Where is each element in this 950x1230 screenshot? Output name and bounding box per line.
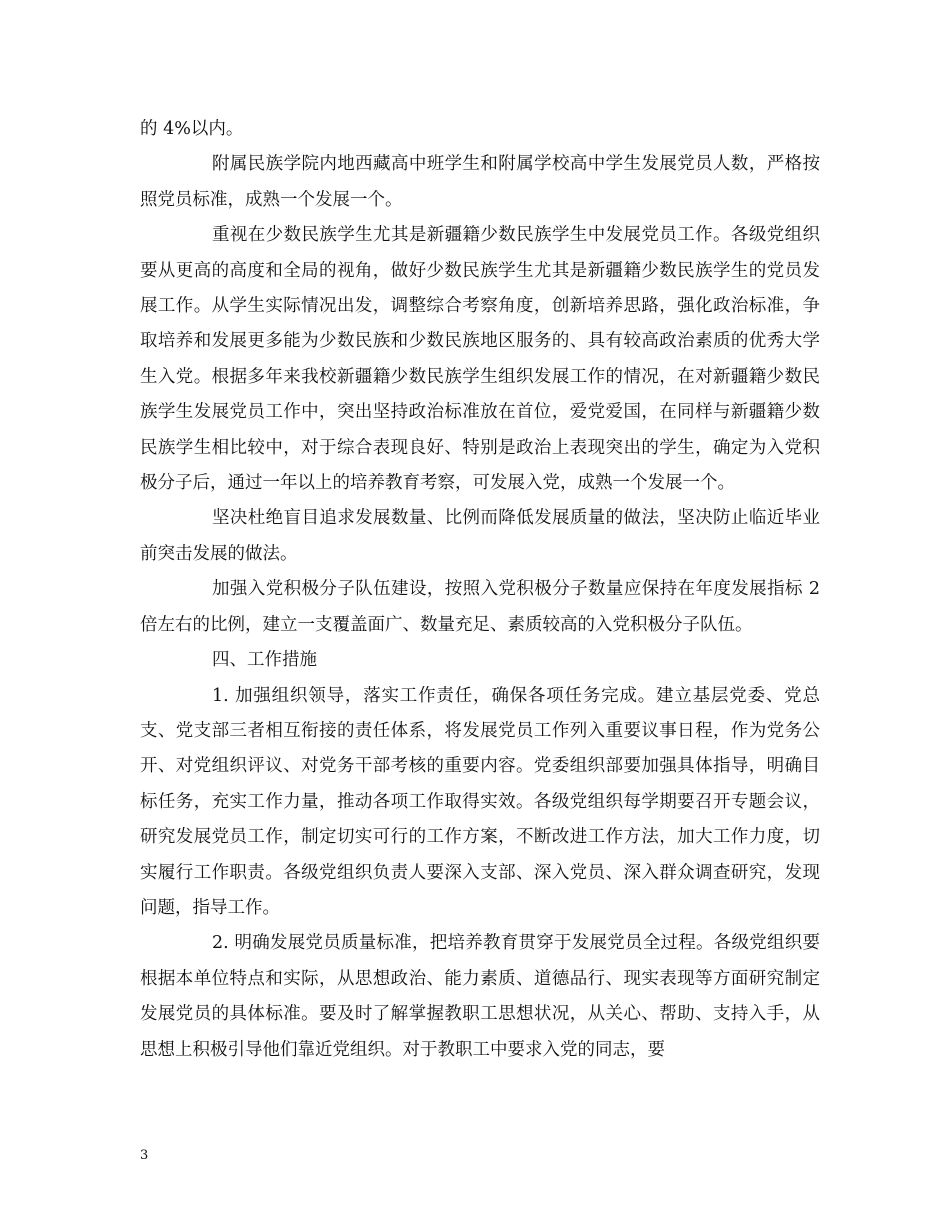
paragraph-continuation: 的 4%以内。 [140,119,244,139]
page-number: 3 [140,1148,149,1163]
document-body [140,112,820,1068]
paragraph-activist-team: 加强入党积极分子队伍建设，按照入党积极分子数量应保持在年度发展指标 2 倍左右的比例，建立一支覆盖面广、数量充足、素质较高的入党积极分子队伍。 [140,579,820,635]
paragraph-measure-1: 1. 加强组织领导，落实工作责任，确保各项任务完成。建立基层党委、党总支、党支部三者相互衔接的责任体系，将发展党员工作列入重要议事日程，作为党务公开、对党组织评议、对党务干部考核的重要内容。党委组织部要加强具体指导，明确目标任务，充实工作力量，推动各项工作取得实效。各级党组织每学期要召开专题会议，研究发展党员工作，制定切实可行的工作方案，不断改进工作方法，加大工作力度，切实履行工作职责。各级党组织负责人要深入支部、深入党员、深入群众调查研究，发现问题，指导工作。 [140,685,820,918]
paragraph-quality-control: 坚决杜绝盲目追求发展数量、比例而降低发展质量的做法，坚决防止临近毕业前突击发展的做法。 [140,508,820,564]
paragraph-student-quota: 附属民族学院内地西藏高中班学生和附属学校高中学生发展党员人数，严格按照党员标准，成熟一个发展一个。 [140,154,820,210]
section-heading-work-measures: 四、工作措施 [212,650,317,671]
paragraph-minority-students: 重视在少数民族学生尤其是新疆籍少数民族学生中发展党员工作。各级党组织要从更高的高度和全局的视角，做好少数民族学生尤其是新疆籍少数民族学生的党员发展工作。从学生实际情况出发，调整综合考察角度，创新培养思路，强化政治标准，争取培养和发展更多能为少数民族和少数民族地区服务的、具有较高政治素质的优秀大学生入党。根据多年来我校新疆籍少数民族学生组织发展工作的情况，在对新疆籍少数民族学生发展党员工作中，突出坚持政治标准放在首位，爱党爱国，在同样与新疆籍少数民族学生相比较中，对于综合表现良好、特别是政治上表现突出的学生，确定为入党积极分子后，通过一年以上的培养教育考察，可发展入党，成熟一个发展一个。 [140,225,820,494]
paragraph-measure-2: 2. 明确发展党员质量标准，把培养教育贯穿于发展党员全过程。各级党组织要根据本单位特点和实际，从思想政治、能力素质、道德品行、现实表现等方面研究制定发展党员的具体标准。要及时了解掌握教职工思想状况，从关心、帮助、支持入手，从思想上积极引导他们靠近党组织。对于教职工中要求入党的同志，要 [140,933,820,1060]
